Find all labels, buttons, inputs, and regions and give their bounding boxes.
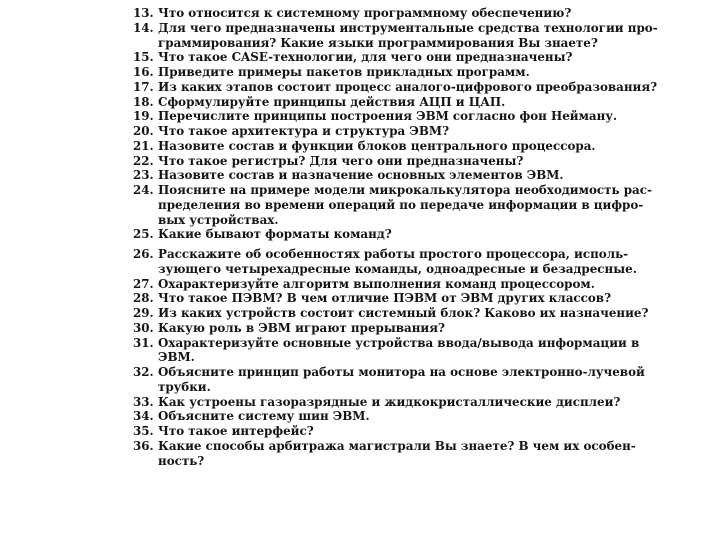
question-text-line: Из каких устройств состоит системный блок? Каково их назначение? <box>158 306 649 320</box>
question-number: 31. <box>133 335 154 350</box>
question-list <box>133 6 658 468</box>
question-text-line: Что такое интерфейс? <box>158 424 314 438</box>
question-number: 28. <box>133 291 154 306</box>
question-item <box>133 109 618 124</box>
question-text-line: ЭВМ. <box>158 350 195 365</box>
question-item <box>133 247 637 277</box>
question-text <box>158 247 637 277</box>
question-text <box>158 439 636 469</box>
question-text <box>158 409 583 424</box>
question-number: 26. <box>133 247 154 261</box>
question-text <box>158 395 620 410</box>
question-text-line: Приведите примеры пакетов прикладных программ. <box>158 65 530 79</box>
question-text <box>158 424 583 439</box>
question-item <box>133 227 583 242</box>
question-text-line: вых устройствах. <box>158 212 279 227</box>
question-text-line: Какие бывают форматы команд? <box>158 227 392 242</box>
question-text-line: Назовите состав и функции блоков центрального процессора. <box>158 138 596 153</box>
question-item <box>133 168 583 183</box>
question-text <box>158 336 639 366</box>
question-text <box>158 95 583 110</box>
question-item <box>133 321 583 336</box>
question-text-line: Что такое CASE-технологии, для чего они предназначены? <box>158 50 573 65</box>
question-text-line: Сформулируйте принципы действия АЦП и ЦАП. <box>158 94 506 109</box>
question-item <box>133 424 583 439</box>
question-text <box>158 80 657 95</box>
question-number: 34. <box>133 409 154 424</box>
question-item <box>133 50 583 65</box>
question-number: 27. <box>133 276 154 291</box>
question-text <box>158 65 583 80</box>
question-item <box>133 138 596 154</box>
question-text <box>158 365 645 395</box>
question-text-line: Перечислите принципы построения ЭВМ согласно фон Нейману. <box>158 109 618 124</box>
question-number: 36. <box>133 438 154 453</box>
question-text <box>158 139 596 154</box>
question-number: 13. <box>133 6 154 20</box>
question-text-line: Какую роль в ЭВМ играют прерывания? <box>158 320 445 335</box>
question-text <box>158 6 583 21</box>
question-text-line: Объясните принцип работы монитора на основе электронно-лучевой <box>158 365 645 379</box>
question-text-line: Что такое ПЭВМ? В чем отличие ПЭВМ от ЭВМ других классов? <box>158 291 612 306</box>
question-text-line: зующего четырехадресные команды, одноадресные и безадресные. <box>158 261 637 276</box>
question-text <box>158 50 583 65</box>
question-number: 22. <box>133 153 154 168</box>
question-item <box>133 365 645 395</box>
question-number: 18. <box>133 94 154 109</box>
question-text <box>158 306 648 321</box>
question-text <box>158 183 652 227</box>
question-text-line: Какие способы арбитража магистрали Вы знаете? В чем их особен- <box>158 438 636 453</box>
question-number: 20. <box>133 124 154 138</box>
question-number: 21. <box>133 138 154 153</box>
question-text-line: Что такое архитектура и структура ЭВМ? <box>158 124 450 138</box>
question-item <box>133 438 636 469</box>
question-number: 19. <box>133 109 154 124</box>
question-item <box>133 20 658 51</box>
question-text <box>158 291 611 306</box>
question-text-line: Объясните систему шин ЭВМ. <box>158 409 370 424</box>
question-text <box>158 124 583 139</box>
question-text-line: Назовите состав и назначение основных элементов ЭВМ. <box>158 168 564 183</box>
question-item <box>133 306 649 321</box>
question-text <box>158 109 617 124</box>
question-item <box>133 154 583 169</box>
question-text-line: граммирования? Какие языки программирования Вы знаете? <box>158 35 598 50</box>
question-number: 30. <box>133 320 154 335</box>
question-item <box>133 95 583 110</box>
question-number: 15. <box>133 50 154 65</box>
question-text <box>158 21 658 51</box>
question-text-line: Что такое регистры? Для чего они предназначены? <box>158 153 524 168</box>
question-item <box>133 6 583 21</box>
question-text <box>158 168 583 183</box>
question-number: 32. <box>133 365 154 379</box>
question-item <box>133 276 595 292</box>
question-item <box>133 394 621 410</box>
question-item <box>133 183 652 227</box>
question-number: 35. <box>133 424 154 438</box>
question-number: 25. <box>133 227 154 242</box>
question-number: 14. <box>133 20 154 35</box>
question-text-line: трубки. <box>158 379 211 394</box>
question-text-line: Что относится к системному программному обеспечению? <box>158 6 572 20</box>
question-text-line: Поясните на примере модели микрокалькулятора необходимость рас- <box>158 183 652 197</box>
question-text-line: пределения во времени операций по передаче информации в цифро- <box>158 197 644 212</box>
question-number: 17. <box>133 79 154 94</box>
question-text-line: Из каких этапов состоит процесс аналого-цифрового преобразования? <box>158 79 658 94</box>
question-text <box>158 321 583 336</box>
question-text-line: Расскажите об особенностях работы простого процессора, исполь- <box>158 247 629 261</box>
question-number: 29. <box>133 306 154 320</box>
question-item <box>133 409 583 424</box>
question-text <box>158 227 583 242</box>
question-text-line: Охарактеризуйте основные устройства ввода/вывода информации в <box>158 335 640 350</box>
question-text <box>158 154 583 169</box>
question-text-line: Охарактеризуйте алгоритм выполнения команд процессором. <box>158 276 595 291</box>
question-item <box>133 79 658 95</box>
question-item <box>133 124 583 139</box>
question-text-line: Как устроены газоразрядные и жидкокристаллические дисплеи? <box>158 394 621 409</box>
question-number: 33. <box>133 394 154 409</box>
question-number: 24. <box>133 183 154 197</box>
question-text <box>158 277 595 292</box>
question-item <box>133 291 612 306</box>
question-text-line: ность? <box>158 453 205 468</box>
question-item <box>133 65 583 80</box>
question-item <box>133 335 640 366</box>
question-number: 16. <box>133 65 154 79</box>
question-text-line: Для чего предназначены инструментальные средства технологии про- <box>158 20 658 35</box>
question-number: 23. <box>133 168 154 183</box>
